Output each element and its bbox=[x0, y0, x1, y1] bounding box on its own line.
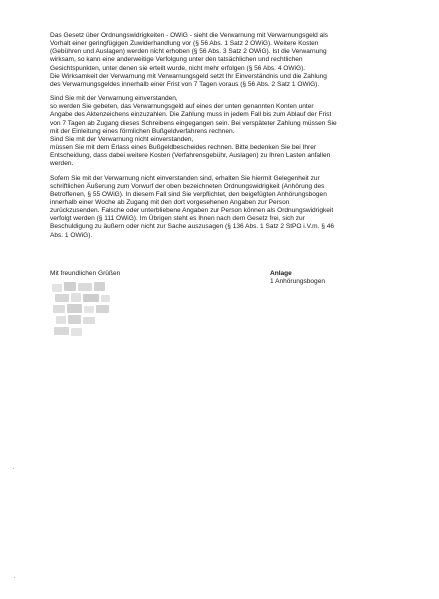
text-line: Abs. 1 OWiG). bbox=[50, 231, 93, 239]
text-line: (Gebühren und Auslagen) werden nicht erhoben (§ 56 Abs. 3 Satz 2 OWiG). Ist die Verwarnung bbox=[50, 48, 327, 56]
text-line: Betroffenen, § 55 OWiG). In diesem Fall sind Sie verpflichtet, den beigefügten Anhörungsbogen bbox=[50, 190, 327, 198]
text-line: werden. bbox=[50, 160, 74, 168]
text-line: Angabe des Aktenzeichens einzuzahlen. Die Zahlung muss in jedem Fall bis zum Ablauf der Frist bbox=[50, 111, 332, 119]
paragraph-hearing bbox=[50, 175, 392, 240]
text-line: innerhalb einer Woche ab Zugang mit den dort vorgesehenen Angaben zur Person bbox=[50, 198, 290, 206]
annex-block bbox=[270, 270, 325, 286]
text-line: müssen Sie mit dem Erlass eines Bußgeldbescheides rechnen. Bitte bedenken Sie bei Ihrer bbox=[50, 144, 317, 152]
scan-speck bbox=[14, 577, 15, 578]
text-line: Beschuldigung zu äußern oder nicht zur Sache auszusagen (§ 136 Abs. 1 Satz 2 StPO i.V.m. § 46 bbox=[50, 223, 334, 231]
text-line: so werden Sie gebeten, das Verwarnungsgeld auf eines der unten genannten Konten unter bbox=[50, 103, 314, 111]
scan-speck bbox=[13, 468, 14, 469]
annex-title: Anlage bbox=[270, 270, 292, 277]
text-line: des Verwarnungsgeldes innerhalb einer Frist von 7 Tagen voraus (§ 56 Abs. 2 Satz 1 OWiG). bbox=[50, 80, 320, 88]
text-line: von 7 Tagen ab Zugang dieses Schreibens eingegangen sein. Bei verspäteter Zahlung müssen Sie bbox=[50, 119, 337, 127]
annex-item: 1 Anhörungsbogen bbox=[270, 278, 325, 286]
text-line: Sind Sie mit der Verwarnung einverstanden, bbox=[50, 95, 178, 103]
text-line: Entscheidung, dass dabei weitere Kosten (Verfahrensgebühr, Auslagen) zu Ihren Lasten anfallen bbox=[50, 152, 331, 160]
redacted-signature bbox=[52, 282, 120, 340]
text-line: Gesichtspunkten, unter denen sie erteilt wurde, nicht mehr erfolgen (§ 56 Abs. 4 OWiG). bbox=[50, 64, 306, 72]
text-line: zurückzusenden. Falsche oder unterbliebene Angaben zur Person können als Ordnungswidrigkeit bbox=[50, 207, 334, 215]
letter-closing bbox=[50, 270, 395, 340]
text-line: Die Wirksamkeit der Verwarnung mit Verwarnungsgeld setzt Ihr Einverständnis und die Zahlung bbox=[50, 72, 327, 80]
text-line: Sind Sie mit der Verwarnung nicht einverstanden, bbox=[50, 135, 194, 143]
text-line: schriftlichen Äußerung zum Vorwurf der oben bezeichneten Ordnungswidrigkeit (Anhörung des bbox=[50, 182, 325, 190]
letter-body bbox=[50, 32, 392, 246]
text-line: wirksam, so kann eine anderweitige Verfolgung unter den tatsächlichen und rechtlichen bbox=[50, 56, 303, 64]
paragraph-consent bbox=[50, 95, 392, 168]
text-line: verfolgt werden (§ 111 OWiG). Im Übrigen steht es Ihnen nach dem Gesetz frei, sich zur bbox=[50, 215, 305, 223]
text-line: Sofern Sie mit der Verwarnung nicht einverstanden sind, erhalten Sie hiermit Gelegenheit zur bbox=[50, 174, 320, 182]
closing-greeting: Mit freundlichen Grüßen bbox=[50, 270, 121, 277]
text-line: mit der Einleitung eines förmlichen Bußgeldverfahrens rechnen. bbox=[50, 127, 235, 135]
text-line: Vorhalt einer geringfügigen Zuwiderhandlung vor (§ 56 Abs. 1 Satz 2 OWiG). Weitere Kosten bbox=[50, 40, 319, 48]
paragraph-legal-basis bbox=[50, 32, 392, 89]
text-line: Das Gesetz über Ordnungswidrigkeiten - OWiG - sieht die Verwarnung mit Verwarnungsgeld als bbox=[50, 32, 329, 39]
